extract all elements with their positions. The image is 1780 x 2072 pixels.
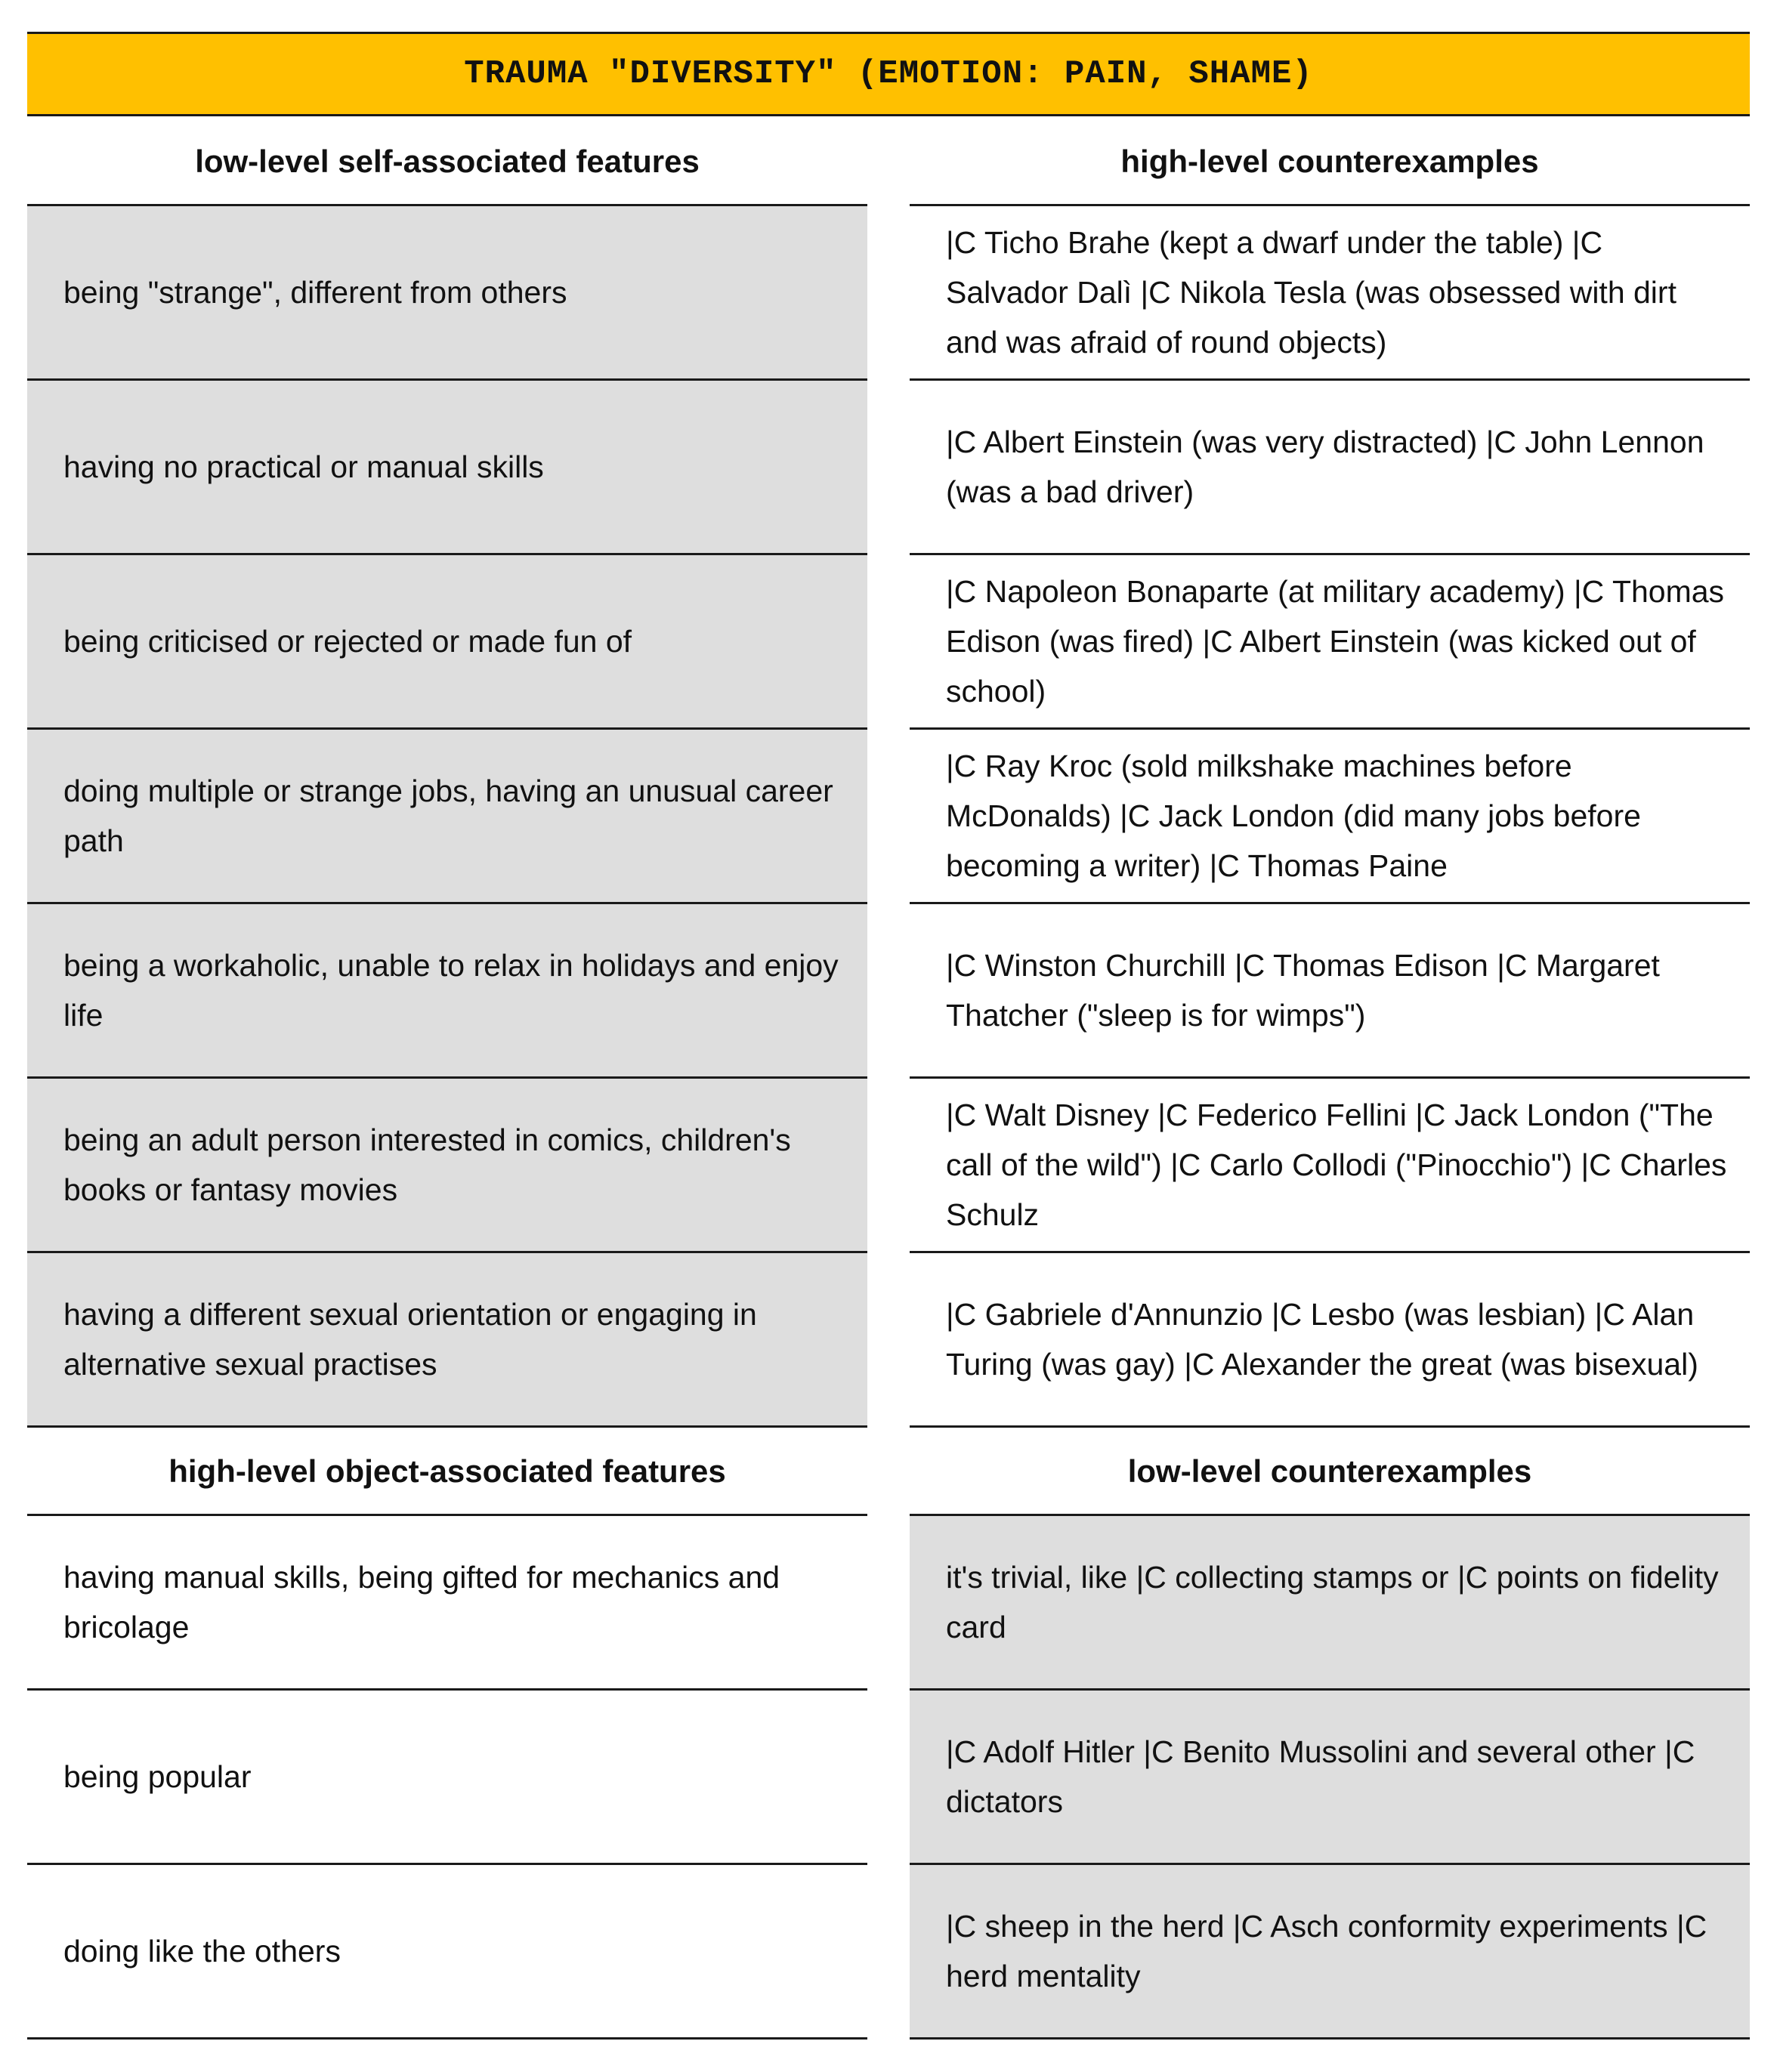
low-counterexamples-column xyxy=(910,1428,1750,2040)
object-feature-text: doing like the others xyxy=(63,1934,341,1969)
object-feature-row xyxy=(27,1691,867,1865)
self-features-column xyxy=(27,119,867,1428)
low-counterexample-text: it's trivial, like |C collecting stamps or |C points on fidelity card xyxy=(946,1560,1719,1644)
self-feature-row xyxy=(27,555,867,730)
high-counterexample-row xyxy=(910,381,1750,555)
low-counterexample-text: |C Adolf Hitler |C Benito Mussolini and several other |C dictators xyxy=(946,1734,1695,1819)
self-feature-text: being an adult person interested in comics, children's books or fantasy movies xyxy=(63,1122,791,1207)
high-counterexample-row xyxy=(910,555,1750,730)
high-counterexample-row xyxy=(910,730,1750,904)
low-counterexample-row xyxy=(910,1865,1750,2040)
object-feature-row xyxy=(27,1516,867,1691)
self-feature-text: being a workaholic, unable to relax in holidays and enjoy life xyxy=(63,948,839,1033)
self-feature-text: having a different sexual orientation or engaging in alternative sexual practises xyxy=(63,1297,757,1382)
self-feature-row xyxy=(27,904,867,1079)
high-counterexample-text: |C Ray Kroc (sold milkshake machines before McDonalds) |C Jack London (did many jobs before becoming a writer) |C Thomas Paine xyxy=(946,749,1641,883)
high-counterexample-text: |C Napoleon Bonaparte (at military academy) |C Thomas Edison (was fired) |C Albert Einstein (was kicked out of school) xyxy=(946,574,1725,709)
self-feature-row xyxy=(27,1253,867,1428)
self-feature-row xyxy=(27,381,867,555)
high-counterexample-text: |C Ticho Brahe (kept a dwarf under the table) |C Salvador Dalì |C Nikola Tesla (was obsessed with dirt and was afraid of round objects) xyxy=(946,225,1676,360)
low-counterexamples-header: low-level counterexamples xyxy=(910,1428,1750,1516)
object-features-column xyxy=(27,1428,867,2040)
high-counterexamples-header: high-level counterexamples xyxy=(910,119,1750,206)
low-counterexample-text: |C sheep in the herd |C Asch conformity experiments |C herd mentality xyxy=(946,1909,1707,1993)
self-feature-text: having no practical or manual skills xyxy=(63,449,544,484)
low-counterexample-row xyxy=(910,1691,1750,1865)
high-counterexamples-column xyxy=(910,119,1750,1428)
self-features-header: low-level self-associated features xyxy=(27,119,867,206)
high-counterexample-text: |C Albert Einstein (was very distracted) |C John Lennon (was a bad driver) xyxy=(946,425,1704,509)
high-counterexample-row xyxy=(910,904,1750,1079)
high-counterexample-text: |C Winston Churchill |C Thomas Edison |C Margaret Thatcher ("sleep is for wimps") xyxy=(946,948,1660,1033)
object-feature-text: having manual skills, being gifted for mechanics and bricolage xyxy=(63,1560,780,1644)
object-features-header: high-level object-associated features xyxy=(27,1428,867,1516)
low-counterexample-row xyxy=(910,1516,1750,1691)
high-counterexample-text: |C Walt Disney |C Federico Fellini |C Jack London ("The call of the wild") |C Carlo Collodi ("Pinocchio") |C Charles Schulz xyxy=(946,1098,1727,1232)
self-feature-text: doing multiple or strange jobs, having an unusual career path xyxy=(63,774,833,858)
high-counterexample-row xyxy=(910,1253,1750,1428)
object-feature-row xyxy=(27,1865,867,2040)
high-counterexample-row xyxy=(910,206,1750,381)
self-feature-text: being criticised or rejected or made fun of xyxy=(63,624,632,659)
high-counterexample-text: |C Gabriele d'Annunzio |C Lesbo (was lesbian) |C Alan Turing (was gay) |C Alexander the great (was bisexual) xyxy=(946,1297,1698,1382)
table-title: TRAUMA "DIVERSITY" (EMOTION: PAIN, SHAME) xyxy=(27,32,1750,116)
object-feature-text: being popular xyxy=(63,1759,252,1794)
self-feature-text: being "strange", different from others xyxy=(63,275,567,310)
high-counterexample-row xyxy=(910,1079,1750,1253)
self-feature-row xyxy=(27,206,867,381)
self-feature-row xyxy=(27,730,867,904)
self-feature-row xyxy=(27,1079,867,1253)
